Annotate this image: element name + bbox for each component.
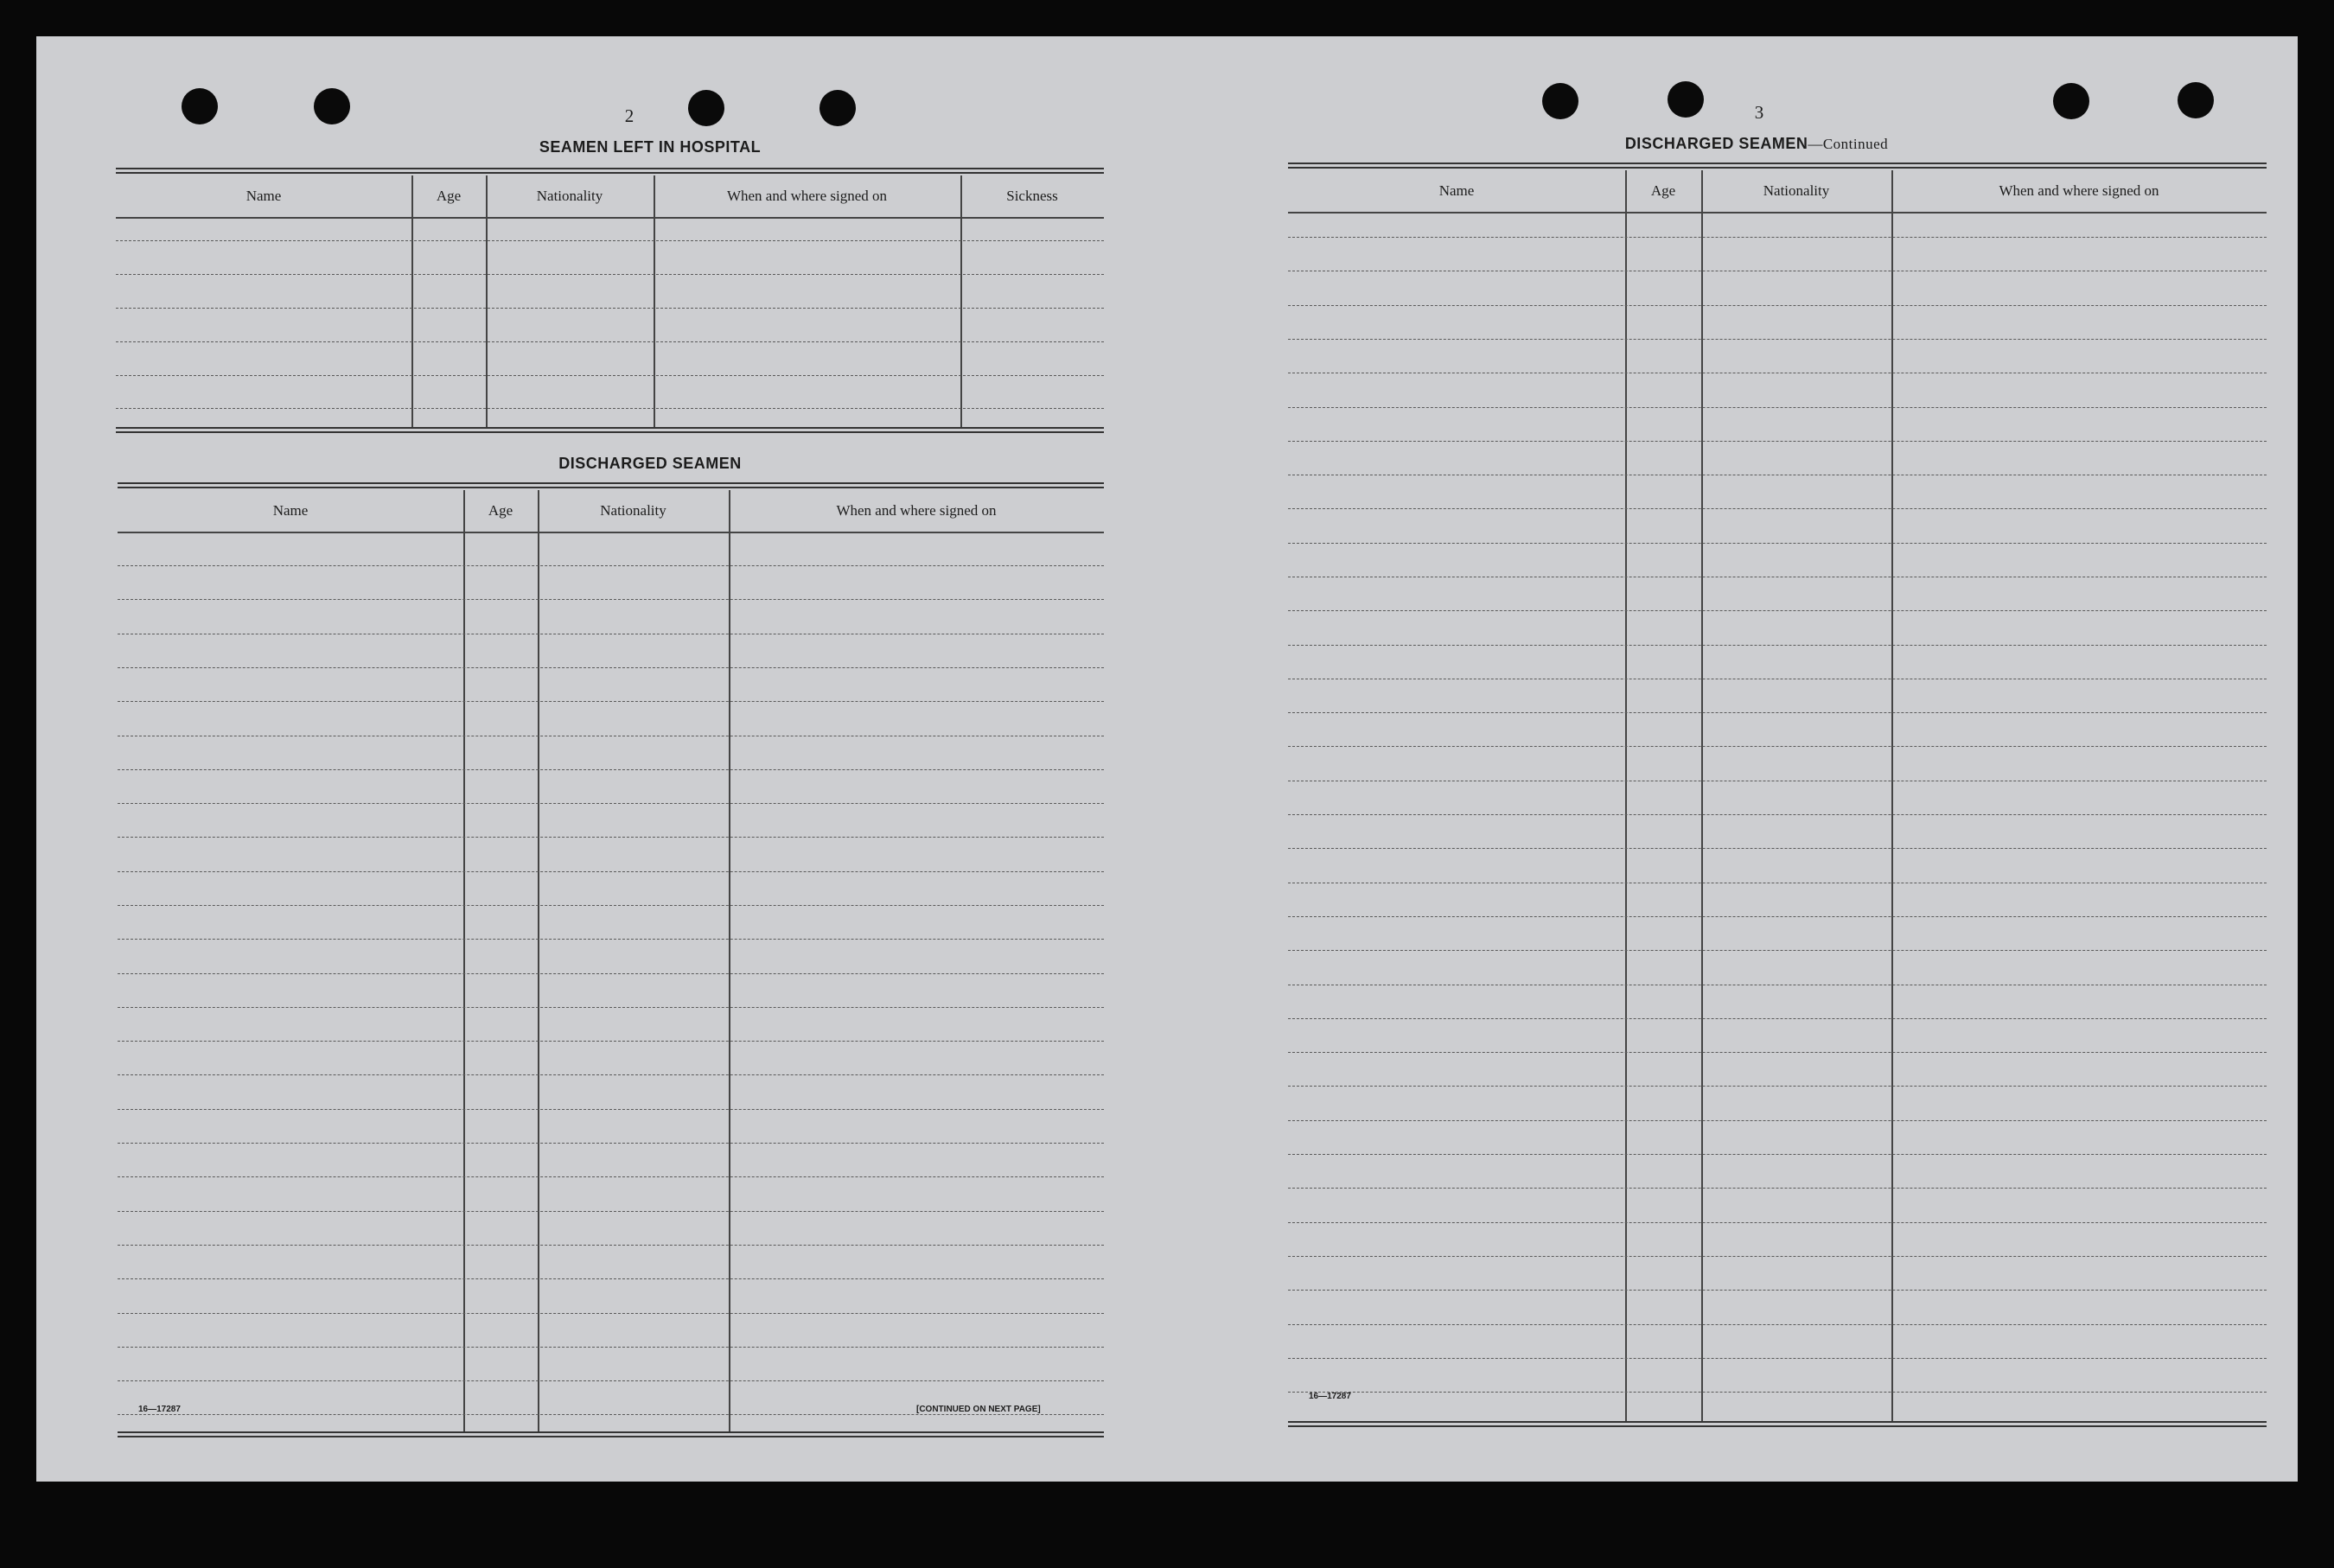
entry-line bbox=[1288, 1120, 2267, 1121]
entry-line bbox=[1288, 441, 2267, 442]
column-header-name: Name bbox=[246, 188, 282, 204]
entry-line bbox=[118, 803, 1104, 804]
entry-line bbox=[116, 308, 1104, 309]
column-divider bbox=[654, 175, 655, 428]
entry-line bbox=[1288, 543, 2267, 544]
table-bottom-rule bbox=[116, 427, 1104, 433]
left-page bbox=[36, 36, 1177, 1482]
entry-line bbox=[1288, 1086, 2267, 1087]
column-divider bbox=[729, 490, 730, 1432]
column-header-age: Age bbox=[488, 502, 513, 519]
punch-hole-icon bbox=[314, 88, 350, 124]
entry-line bbox=[118, 1007, 1104, 1008]
entry-line bbox=[118, 973, 1104, 974]
entry-line bbox=[1288, 1256, 2267, 1257]
section-title-text: DISCHARGED SEAMEN bbox=[1624, 135, 1808, 152]
entry-line bbox=[118, 599, 1104, 600]
column-header-name: Name bbox=[1438, 182, 1475, 199]
section-title-suffix: —Continued bbox=[1808, 136, 1889, 152]
hospital-table bbox=[116, 168, 1104, 436]
entry-line bbox=[1288, 1018, 2267, 1019]
entry-line bbox=[118, 837, 1104, 838]
punch-hole-icon bbox=[182, 88, 218, 124]
column-header-when-where: When and where signed on bbox=[726, 188, 888, 204]
discharged-continued-title bbox=[1540, 135, 1973, 153]
discharged-continued-table bbox=[1288, 163, 2267, 1430]
entry-line bbox=[116, 240, 1104, 241]
entry-line bbox=[1288, 1392, 2267, 1393]
table-header-row bbox=[116, 175, 1104, 219]
column-divider bbox=[1891, 170, 1893, 1422]
entry-line bbox=[1288, 237, 2267, 238]
form-number: 16—17287 bbox=[138, 1405, 181, 1414]
entry-line bbox=[118, 1313, 1104, 1314]
entry-line bbox=[1288, 814, 2267, 815]
table-header-row bbox=[1288, 170, 2267, 214]
entry-line bbox=[1288, 712, 2267, 713]
entry-line bbox=[1288, 1290, 2267, 1291]
entry-line bbox=[118, 1245, 1104, 1246]
column-divider bbox=[463, 490, 465, 1432]
page-number: 2 bbox=[624, 105, 635, 126]
discharged-table bbox=[118, 482, 1104, 1442]
entry-line bbox=[116, 341, 1104, 342]
entry-line bbox=[118, 1176, 1104, 1177]
entry-line bbox=[116, 408, 1104, 409]
entry-line bbox=[1288, 407, 2267, 408]
entry-line bbox=[118, 905, 1104, 906]
punch-hole-icon bbox=[2178, 82, 2214, 118]
entry-line bbox=[1288, 1324, 2267, 1325]
discharged-section-title: DISCHARGED SEAMEN bbox=[558, 455, 742, 472]
manifest-sheet bbox=[36, 36, 2298, 1482]
column-header-age: Age bbox=[1650, 182, 1676, 199]
form-number: 16—17287 bbox=[1309, 1392, 1351, 1401]
right-page bbox=[1177, 36, 2298, 1482]
table-bottom-rule bbox=[118, 1431, 1104, 1437]
entry-line bbox=[118, 1041, 1104, 1042]
column-header-when-where: When and where signed on bbox=[1999, 182, 2159, 199]
entry-line bbox=[118, 1143, 1104, 1144]
entry-line bbox=[118, 871, 1104, 872]
column-divider bbox=[411, 175, 413, 428]
column-header-age: Age bbox=[436, 188, 462, 204]
table-top-rule bbox=[1288, 163, 2267, 169]
entry-line bbox=[1288, 610, 2267, 611]
entry-line bbox=[118, 667, 1104, 668]
entry-line bbox=[116, 375, 1104, 376]
entry-line bbox=[118, 1380, 1104, 1381]
continued-note: [CONTINUED ON NEXT PAGE] bbox=[916, 1405, 1041, 1414]
entry-line bbox=[118, 1414, 1104, 1415]
entry-line bbox=[1288, 339, 2267, 340]
entry-line bbox=[1288, 1358, 2267, 1359]
entry-line bbox=[118, 1074, 1104, 1075]
punch-hole-icon bbox=[688, 90, 724, 126]
entry-line bbox=[1288, 916, 2267, 917]
entry-line bbox=[118, 1278, 1104, 1279]
entry-line bbox=[1288, 305, 2267, 306]
entry-line bbox=[1288, 848, 2267, 849]
column-header-nationality: Nationality bbox=[600, 502, 666, 519]
punch-hole-icon bbox=[1668, 81, 1704, 118]
entry-line bbox=[118, 565, 1104, 566]
column-header-sickness: Sickness bbox=[1006, 188, 1058, 204]
entry-line bbox=[1288, 1052, 2267, 1053]
table-header-row bbox=[118, 490, 1104, 533]
entry-line bbox=[118, 939, 1104, 940]
punch-hole-icon bbox=[2053, 83, 2089, 119]
entry-line bbox=[1288, 645, 2267, 646]
column-header-when-where: When and where signed on bbox=[836, 502, 997, 519]
column-divider bbox=[1701, 170, 1703, 1422]
column-header-nationality: Nationality bbox=[536, 188, 603, 204]
table-bottom-rule bbox=[1288, 1421, 2267, 1427]
entry-line bbox=[1288, 746, 2267, 747]
entry-line bbox=[1288, 508, 2267, 509]
hospital-section-title: SEAMEN LEFT IN HOSPITAL bbox=[539, 138, 762, 156]
column-header-nationality: Nationality bbox=[1763, 182, 1830, 199]
punch-hole-icon bbox=[1542, 83, 1578, 119]
table-top-rule bbox=[116, 168, 1104, 174]
entry-line bbox=[1288, 1154, 2267, 1155]
punch-hole-icon bbox=[819, 90, 856, 126]
table-top-rule bbox=[118, 482, 1104, 488]
entry-line bbox=[118, 701, 1104, 702]
column-header-name: Name bbox=[272, 502, 309, 519]
column-divider bbox=[960, 175, 962, 428]
entry-line bbox=[1288, 950, 2267, 951]
entry-line bbox=[118, 769, 1104, 770]
entry-line bbox=[118, 1211, 1104, 1212]
entry-line bbox=[118, 1347, 1104, 1348]
column-divider bbox=[1625, 170, 1627, 1422]
entry-line bbox=[118, 1109, 1104, 1110]
entry-line bbox=[1288, 1222, 2267, 1223]
column-divider bbox=[486, 175, 488, 428]
entry-line bbox=[116, 274, 1104, 275]
entry-line bbox=[1288, 1188, 2267, 1189]
page-number: 3 bbox=[1754, 102, 1764, 123]
column-divider bbox=[538, 490, 539, 1432]
